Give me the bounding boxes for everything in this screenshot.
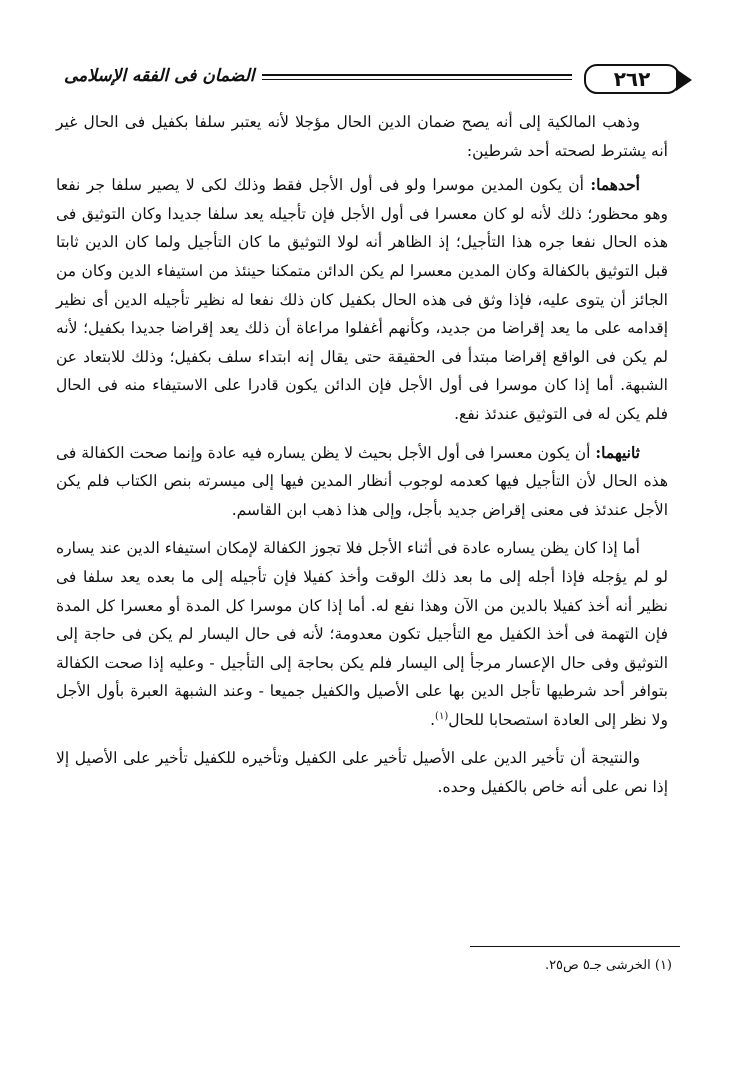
page-number-arrow-icon xyxy=(676,69,692,91)
footnote: (١) الخرشى جـ٥ ص٢٥. xyxy=(544,958,672,973)
third-paragraph-end: . xyxy=(430,710,436,729)
second-condition-paragraph xyxy=(56,439,668,525)
intro-paragraph: وذهب المالكية إلى أنه يصح ضمان الدين الحال مؤجلا لأنه يعتبر سلفا بكفيل فى الحال غير أنه يشترط لصحته أحد شرطين: xyxy=(56,113,668,160)
conclusion-paragraph: والنتيجة أن تأخير الدين على الأصيل تأخير على الكفيل وتأخيره للكفيل تأخير على الأصيل إلا إذا نص على أنه خاص بالكفيل وحده. xyxy=(56,749,668,797)
first-condition-paragraph xyxy=(56,171,668,428)
second-condition-text: أن يكون معسرا فى أول الأجل بحيث لا يظن يساره فيه عادة وإنما صحت الكفالة فى هذه الحال لأن التأجيل فيها كعدمه لوجوب أنظار المدين فيها إلى ميسرته بنص الكتاب فلم يكن الأجل عندئذ فى معنى إقراض جديد بأجل، وإلى هذا ذهب ابن القاسم. xyxy=(56,443,668,519)
first-condition-text: أن يكون المدين موسرا ولو فى أول الأجل فقط وذلك لكى لا يصير سلفا جر نفعا وهو محظور؛ ذلك لأنه لو كان معسرا فى أول الأجل فإن تأجيله يعد سلفا جديدا وكان التوثيق فى هذه الحال نفعا جره هذا التأجيل؛ إذ الظاهر أنه لولا التوثيق ما كان التأجيل ولما كان الدين ثابتا قبل التوثيق بالكفالة وكان المدين معسرا لم يكن الدائن متمكنا حينئذ من استيفاء الدين وكان من الجائز أن يتوى عليه، فإذا وثق فى هذه الحال بكفيل كان ذلك نفعا له نظير تأجيله الدين أى نظير إقدامه على ما يعد إقراضا من جديد، وكأنهم أغفلوا مراعاة أن ذلك يعد إقراضا جديدا بكفيل؛ لأنه لم يكن فى الواقع إقراضا مبتدأ فى الحقيقة حتى يقال إنه ابتداء سلف بكفيل؛ وذلك للابتعاد عن الشبهة. أما إذا كان موسرا فى أول الأجل فإن الدائن يكون قادرا على الاستيفاء منه فى الحال فلم يكن له فى التوثيق عندئذ نفع. xyxy=(56,176,668,423)
page-number: ٢٦٢ xyxy=(613,67,651,91)
footnote-divider xyxy=(470,946,680,947)
body-text xyxy=(56,108,668,812)
running-title: الضمان فى الفقه الإسلامى xyxy=(64,66,255,86)
header-rule xyxy=(262,74,572,80)
page-header xyxy=(64,64,684,94)
second-condition-label: ثانيهما: xyxy=(595,442,640,462)
footnote-marker: (١) xyxy=(435,710,449,722)
third-paragraph-text: أما إذا كان يظن يساره عادة فى أثناء الأجل فلا تجوز الكفالة لإمكان استيفاء الدين عند يساره لو لم يؤجله فإذا أجله إلى ما بعد ذلك الوقت وأخذ كفيلا فإن تأجيله إلى ما بعده يعد سلفا فى نظير أنه أخذ كفيلا بالدين من الآن وهذا نفع له. أما إذا كان موسرا كل المدة أو معسرا كل المدة فإن التهمة فى أخذ الكفيل مع التأجيل تكون معدومة؛ لأنه فى حال اليسار لم يكن فى حاجة إلى التوثيق وفى حال الإعسار مرجأ إلى اليسار فلم يكن بحاجة إلى التأجيل - وعليه إذا صحت الكفالة بتوافر أحد شرطيها تأجل الدين بها على الأصيل والكفيل جميعا - وعند الشبهة العبرة بأول الأجل ولا نظر إلى العادة استصحابا للحال xyxy=(56,539,668,729)
third-paragraph xyxy=(56,534,668,734)
first-condition-label: أحدهما: xyxy=(590,175,640,195)
page-number-badge xyxy=(584,64,680,94)
